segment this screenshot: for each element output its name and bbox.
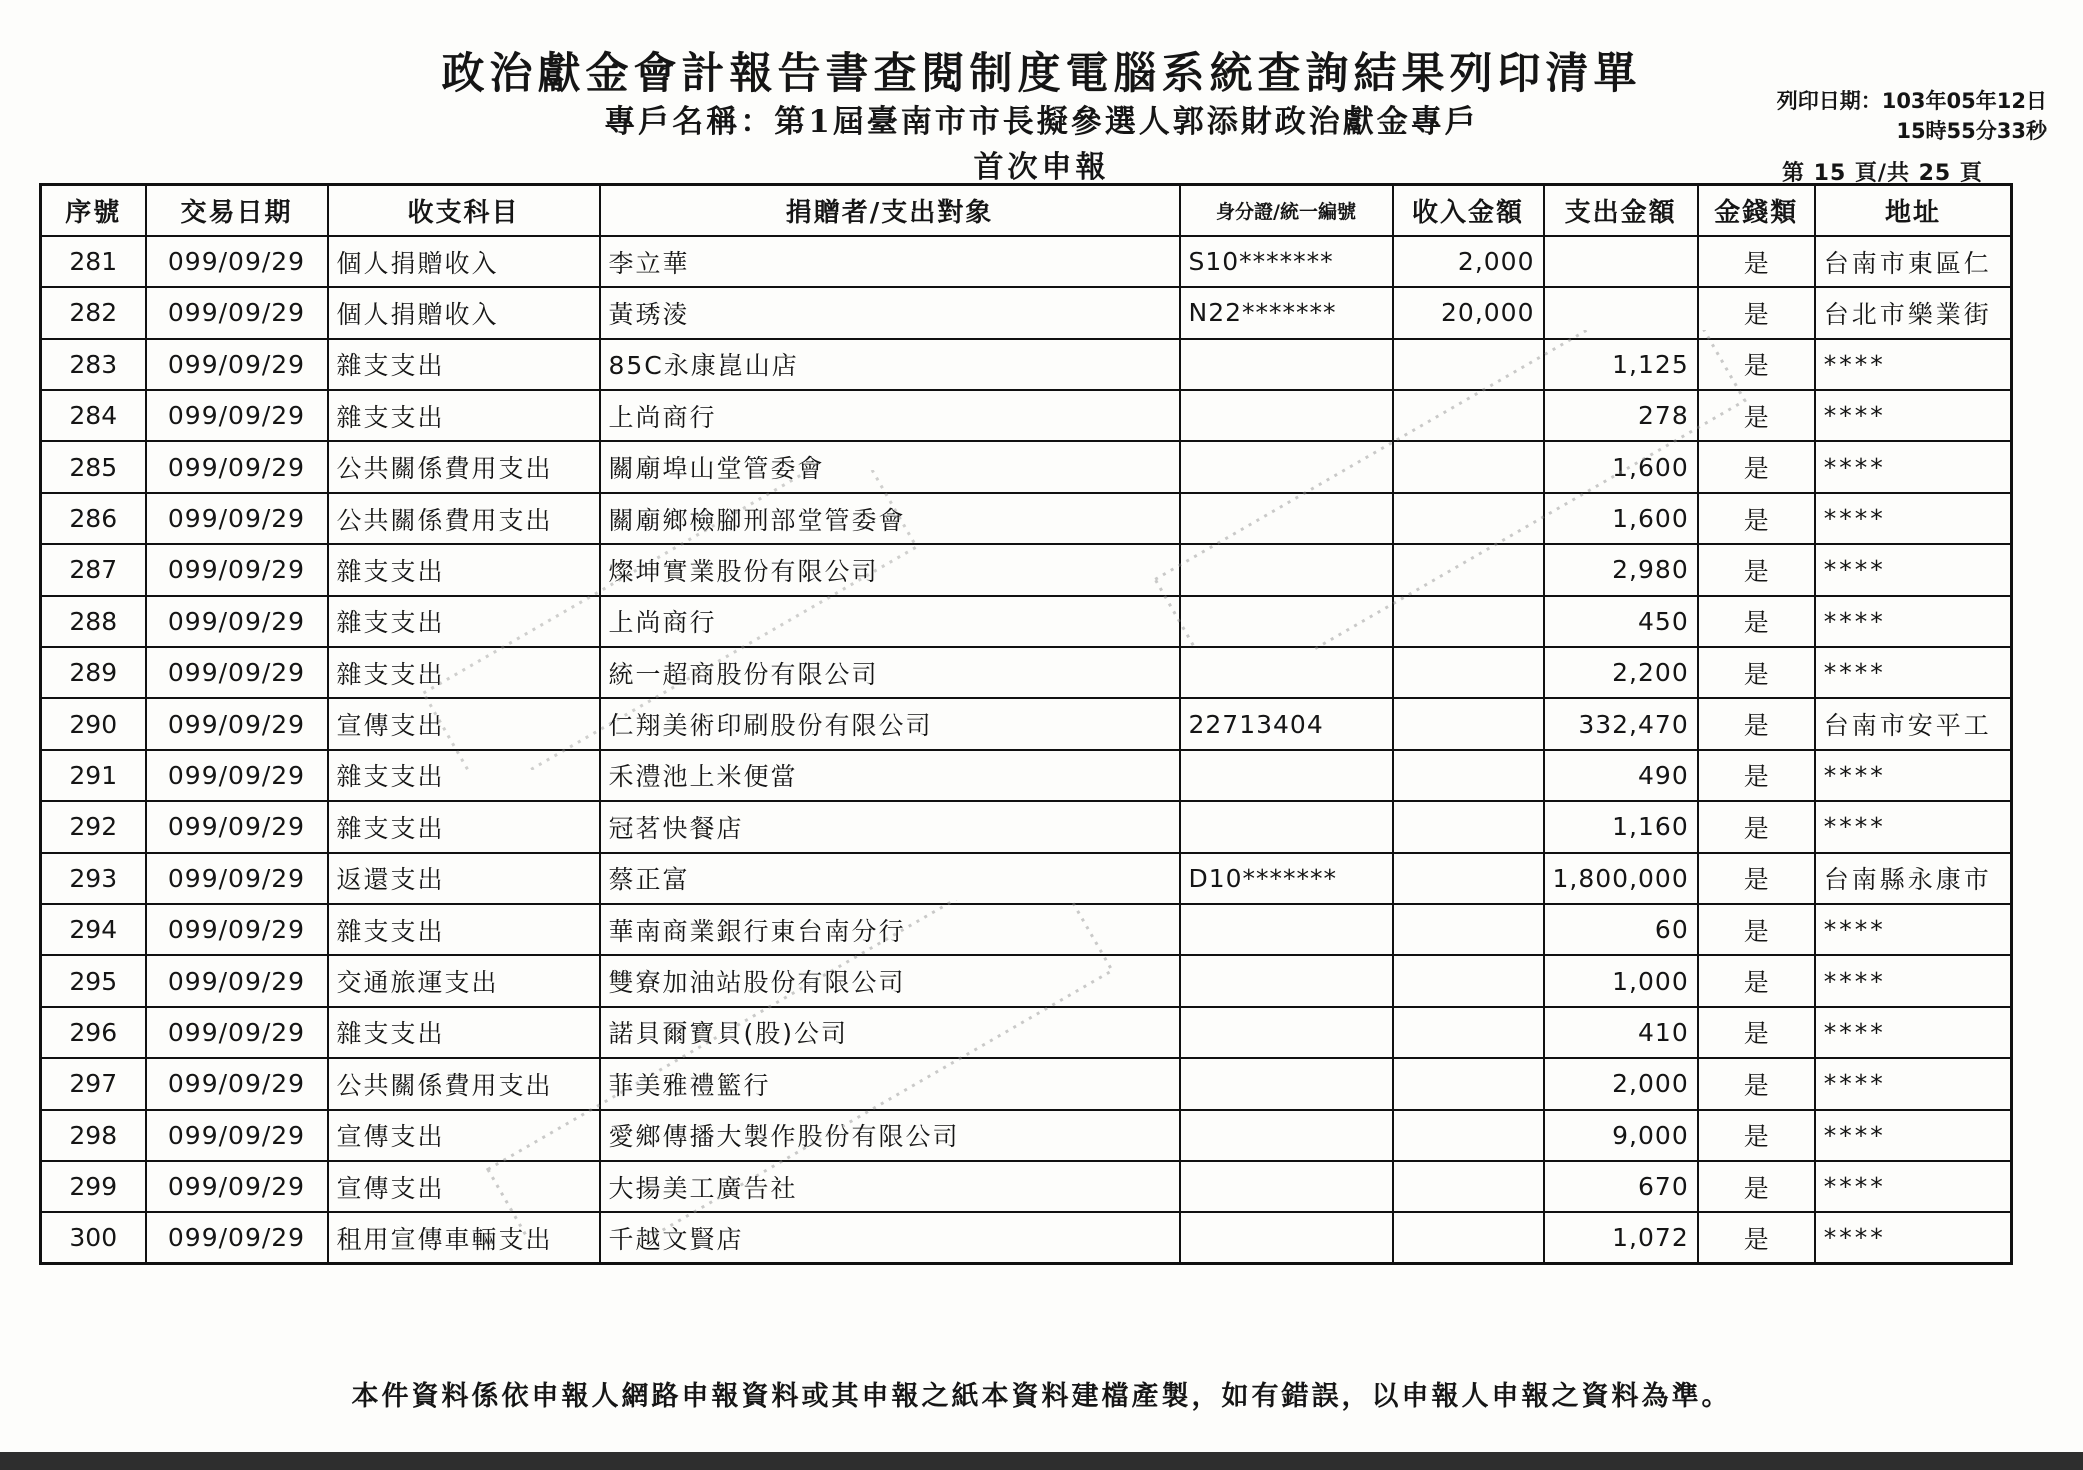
cell-monetary: 是 (1698, 236, 1815, 287)
cell-income (1393, 339, 1544, 390)
cell-expense: 1,600 (1544, 493, 1698, 544)
cell-subject: 雜支支出 (328, 544, 600, 595)
cell-monetary: 是 (1698, 1007, 1815, 1058)
cell-subject: 宣傳支出 (328, 698, 600, 749)
cell-seq: 297 (41, 1058, 146, 1109)
cell-party: 關廟埠山堂管委會 (600, 441, 1180, 492)
page-indicator: 第 15 頁/共 25 頁 (1782, 161, 1983, 186)
transaction-table (39, 183, 2013, 1265)
cell-seq: 292 (41, 801, 146, 852)
cell-date: 099/09/29 (146, 1058, 328, 1109)
cell-party: 上尚商行 (600, 390, 1180, 441)
cell-id (1180, 441, 1393, 492)
cell-id (1180, 647, 1393, 698)
cell-subject: 雜支支出 (328, 904, 600, 955)
cell-expense: 332,470 (1544, 698, 1698, 749)
cell-subject: 雜支支出 (328, 339, 600, 390)
cell-address: **** (1815, 750, 2012, 801)
report-title: 政治獻金會計報告書查閱制度電腦系統查詢結果列印清單 (441, 49, 1642, 99)
cell-id (1180, 544, 1393, 595)
cell-address: **** (1815, 339, 2012, 390)
cell-date: 099/09/29 (146, 801, 328, 852)
cell-monetary: 是 (1698, 339, 1815, 390)
table-row (41, 1058, 2012, 1109)
cell-subject: 雜支支出 (328, 1007, 600, 1058)
cell-income (1393, 750, 1544, 801)
cell-monetary: 是 (1698, 647, 1815, 698)
cell-subject: 個人捐贈收入 (328, 236, 600, 287)
cell-address: **** (1815, 1212, 2012, 1263)
cell-address: **** (1815, 1007, 2012, 1058)
cell-subject: 雜支支出 (328, 647, 600, 698)
cell-income (1393, 441, 1544, 492)
cell-address: 台北市樂業街 (1815, 287, 2012, 338)
cell-expense: 60 (1544, 904, 1698, 955)
table-row (41, 750, 2012, 801)
cell-expense: 1,600 (1544, 441, 1698, 492)
cell-address: 台南市東區仁 (1815, 236, 2012, 287)
cell-id (1180, 904, 1393, 955)
table-row (41, 236, 2012, 287)
cell-id (1180, 596, 1393, 647)
declaration-type: 首次申報 (973, 150, 1110, 185)
cell-id (1180, 339, 1393, 390)
cell-income (1393, 801, 1544, 852)
cell-expense: 1,160 (1544, 801, 1698, 852)
cell-income (1393, 493, 1544, 544)
cell-subject: 宣傳支出 (328, 1110, 600, 1161)
cell-subject: 雜支支出 (328, 596, 600, 647)
cell-expense: 2,200 (1544, 647, 1698, 698)
cell-address: **** (1815, 1161, 2012, 1212)
cell-party: 雙寮加油站股份有限公司 (600, 955, 1180, 1006)
cell-seq: 296 (41, 1007, 146, 1058)
cell-seq: 294 (41, 904, 146, 955)
cell-expense: 1,072 (1544, 1212, 1698, 1263)
cell-seq: 291 (41, 750, 146, 801)
cell-seq: 286 (41, 493, 146, 544)
cell-monetary: 是 (1698, 698, 1815, 749)
cell-address: 台南市安平工 (1815, 698, 2012, 749)
cell-id (1180, 1212, 1393, 1263)
cell-party: 禾澧池上米便當 (600, 750, 1180, 801)
cell-expense: 1,800,000 (1544, 853, 1698, 904)
cell-id (1180, 1161, 1393, 1212)
cell-id: N22******* (1180, 287, 1393, 338)
cell-id (1180, 390, 1393, 441)
cell-seq: 300 (41, 1212, 146, 1263)
cell-date: 099/09/29 (146, 1110, 328, 1161)
print-date: 列印日期：103年05年12日 (1776, 89, 2047, 113)
cell-party: 諾貝爾寶貝(股)公司 (600, 1007, 1180, 1058)
cell-party: 菲美雅禮籃行 (600, 1058, 1180, 1109)
column-header-id: 身分證/統一編號 (1180, 185, 1393, 236)
table-row (41, 544, 2012, 595)
cell-expense: 670 (1544, 1161, 1698, 1212)
cell-subject: 公共關係費用支出 (328, 493, 600, 544)
cell-address: **** (1815, 441, 2012, 492)
cell-party: 大揚美工廣告社 (600, 1161, 1180, 1212)
cell-address: **** (1815, 904, 2012, 955)
cell-subject: 雜支支出 (328, 390, 600, 441)
table-row (41, 1110, 2012, 1161)
cell-party: 千越文賢店 (600, 1212, 1180, 1263)
cell-subject: 公共關係費用支出 (328, 1058, 600, 1109)
cell-monetary: 是 (1698, 493, 1815, 544)
cell-seq: 283 (41, 339, 146, 390)
cell-date: 099/09/29 (146, 339, 328, 390)
cell-expense: 1,125 (1544, 339, 1698, 390)
column-header-date: 交易日期 (146, 185, 328, 236)
cell-date: 099/09/29 (146, 236, 328, 287)
cell-address: **** (1815, 801, 2012, 852)
cell-seq: 290 (41, 698, 146, 749)
cell-seq: 295 (41, 955, 146, 1006)
table-row (41, 647, 2012, 698)
column-header-party: 捐贈者/支出對象 (600, 185, 1180, 236)
cell-seq: 298 (41, 1110, 146, 1161)
cell-id: D10******* (1180, 853, 1393, 904)
cell-expense: 450 (1544, 596, 1698, 647)
cell-date: 099/09/29 (146, 955, 328, 1006)
cell-income (1393, 1007, 1544, 1058)
cell-date: 099/09/29 (146, 750, 328, 801)
cell-party: 上尚商行 (600, 596, 1180, 647)
cell-income (1393, 1110, 1544, 1161)
table-row (41, 1212, 2012, 1263)
cell-subject: 返還支出 (328, 853, 600, 904)
cell-income (1393, 698, 1544, 749)
cell-party: 仁翔美術印刷股份有限公司 (600, 698, 1180, 749)
cell-subject: 公共關係費用支出 (328, 441, 600, 492)
cell-id: 22713404 (1180, 698, 1393, 749)
cell-expense: 9,000 (1544, 1110, 1698, 1161)
cell-address: **** (1815, 493, 2012, 544)
cell-date: 099/09/29 (146, 647, 328, 698)
cell-date: 099/09/29 (146, 287, 328, 338)
cell-address: **** (1815, 1058, 2012, 1109)
cell-income (1393, 1058, 1544, 1109)
cell-seq: 287 (41, 544, 146, 595)
cell-monetary: 是 (1698, 544, 1815, 595)
table-row (41, 441, 2012, 492)
cell-address: 台南縣永康市 (1815, 853, 2012, 904)
cell-seq: 285 (41, 441, 146, 492)
cell-expense (1544, 236, 1698, 287)
cell-monetary: 是 (1698, 441, 1815, 492)
table-row (41, 390, 2012, 441)
column-header-monetary: 金錢類 (1698, 185, 1815, 236)
cell-id (1180, 1110, 1393, 1161)
cell-expense: 1,000 (1544, 955, 1698, 1006)
cell-monetary: 是 (1698, 853, 1815, 904)
cell-party: 蔡正富 (600, 853, 1180, 904)
cell-monetary: 是 (1698, 390, 1815, 441)
cell-income (1393, 904, 1544, 955)
cell-monetary: 是 (1698, 955, 1815, 1006)
cell-income (1393, 1212, 1544, 1263)
cell-seq: 289 (41, 647, 146, 698)
column-header-subject: 收支科目 (328, 185, 600, 236)
footer-note: 本件資料係依申報人網路申報資料或其申報之紙本資料建檔產製，如有錯誤，以申報人申報之資料為準。 (351, 1381, 1732, 1412)
cell-date: 099/09/29 (146, 390, 328, 441)
table-row (41, 1161, 2012, 1212)
table-row (41, 698, 2012, 749)
column-header-expense: 支出金額 (1544, 185, 1698, 236)
cell-id (1180, 801, 1393, 852)
cell-income (1393, 955, 1544, 1006)
table-row (41, 596, 2012, 647)
cell-address: **** (1815, 390, 2012, 441)
cell-party: 統一超商股份有限公司 (600, 647, 1180, 698)
cell-date: 099/09/29 (146, 544, 328, 595)
cell-income (1393, 647, 1544, 698)
cell-date: 099/09/29 (146, 1007, 328, 1058)
account-name: 專戶名稱：第1屆臺南市市長擬參選人郭添財政治獻金專戶 (604, 104, 1479, 140)
cell-expense: 278 (1544, 390, 1698, 441)
cell-subject: 租用宣傳車輛支出 (328, 1212, 600, 1263)
cell-date: 099/09/29 (146, 493, 328, 544)
cell-monetary: 是 (1698, 1161, 1815, 1212)
cell-subject: 宣傳支出 (328, 1161, 600, 1212)
cell-seq: 288 (41, 596, 146, 647)
cell-date: 099/09/29 (146, 1212, 328, 1263)
table-header-row (41, 185, 2012, 236)
cell-party: 關廟鄉檢腳刑部堂管委會 (600, 493, 1180, 544)
cell-income: 20,000 (1393, 287, 1544, 338)
table-row (41, 339, 2012, 390)
cell-monetary: 是 (1698, 904, 1815, 955)
cell-seq: 299 (41, 1161, 146, 1212)
cell-address: **** (1815, 647, 2012, 698)
cell-expense: 2,980 (1544, 544, 1698, 595)
cell-address: **** (1815, 1110, 2012, 1161)
column-header-seq: 序號 (41, 185, 146, 236)
cell-income (1393, 1161, 1544, 1212)
table-row (41, 904, 2012, 955)
cell-id (1180, 750, 1393, 801)
cell-address: **** (1815, 544, 2012, 595)
cell-monetary: 是 (1698, 1110, 1815, 1161)
cell-id (1180, 493, 1393, 544)
cell-date: 099/09/29 (146, 698, 328, 749)
cell-date: 099/09/29 (146, 853, 328, 904)
cell-party: 黃琇淩 (600, 287, 1180, 338)
cell-expense: 410 (1544, 1007, 1698, 1058)
cell-party: 愛鄉傳播大製作股份有限公司 (600, 1110, 1180, 1161)
cell-subject: 交通旅運支出 (328, 955, 600, 1006)
cell-subject: 雜支支出 (328, 750, 600, 801)
cell-monetary: 是 (1698, 287, 1815, 338)
cell-date: 099/09/29 (146, 441, 328, 492)
cell-income (1393, 853, 1544, 904)
cell-id (1180, 955, 1393, 1006)
cell-monetary: 是 (1698, 801, 1815, 852)
cell-income (1393, 390, 1544, 441)
cell-seq: 281 (41, 236, 146, 287)
cell-id (1180, 1007, 1393, 1058)
cell-income: 2,000 (1393, 236, 1544, 287)
cell-party: 燦坤實業股份有限公司 (600, 544, 1180, 595)
cell-income (1393, 544, 1544, 595)
table-body (41, 236, 2012, 1264)
cell-party: 李立華 (600, 236, 1180, 287)
table-row (41, 1007, 2012, 1058)
cell-expense: 2,000 (1544, 1058, 1698, 1109)
column-header-income: 收入金額 (1393, 185, 1544, 236)
table-row (41, 955, 2012, 1006)
cell-subject: 個人捐贈收入 (328, 287, 600, 338)
column-header-address: 地址 (1815, 185, 2012, 236)
cell-address: **** (1815, 955, 2012, 1006)
cell-date: 099/09/29 (146, 596, 328, 647)
cell-party: 85C永康崑山店 (600, 339, 1180, 390)
cell-party: 冠茗快餐店 (600, 801, 1180, 852)
print-timestamp (1777, 86, 2047, 146)
table-row (41, 853, 2012, 904)
table-row (41, 493, 2012, 544)
cell-seq: 282 (41, 287, 146, 338)
cell-party: 華南商業銀行東台南分行 (600, 904, 1180, 955)
cell-monetary: 是 (1698, 1058, 1815, 1109)
print-time: 15時55分33秒 (1896, 119, 2047, 143)
scan-edge (0, 1452, 2083, 1470)
cell-monetary: 是 (1698, 596, 1815, 647)
cell-date: 099/09/29 (146, 1161, 328, 1212)
cell-date: 099/09/29 (146, 904, 328, 955)
cell-id: S10******* (1180, 236, 1393, 287)
cell-id (1180, 1058, 1393, 1109)
cell-income (1393, 596, 1544, 647)
cell-address: **** (1815, 596, 2012, 647)
cell-seq: 293 (41, 853, 146, 904)
cell-monetary: 是 (1698, 1212, 1815, 1263)
cell-seq: 284 (41, 390, 146, 441)
cell-expense (1544, 287, 1698, 338)
cell-expense: 490 (1544, 750, 1698, 801)
cell-subject: 雜支支出 (328, 801, 600, 852)
cell-monetary: 是 (1698, 750, 1815, 801)
table-row (41, 287, 2012, 338)
table-row (41, 801, 2012, 852)
